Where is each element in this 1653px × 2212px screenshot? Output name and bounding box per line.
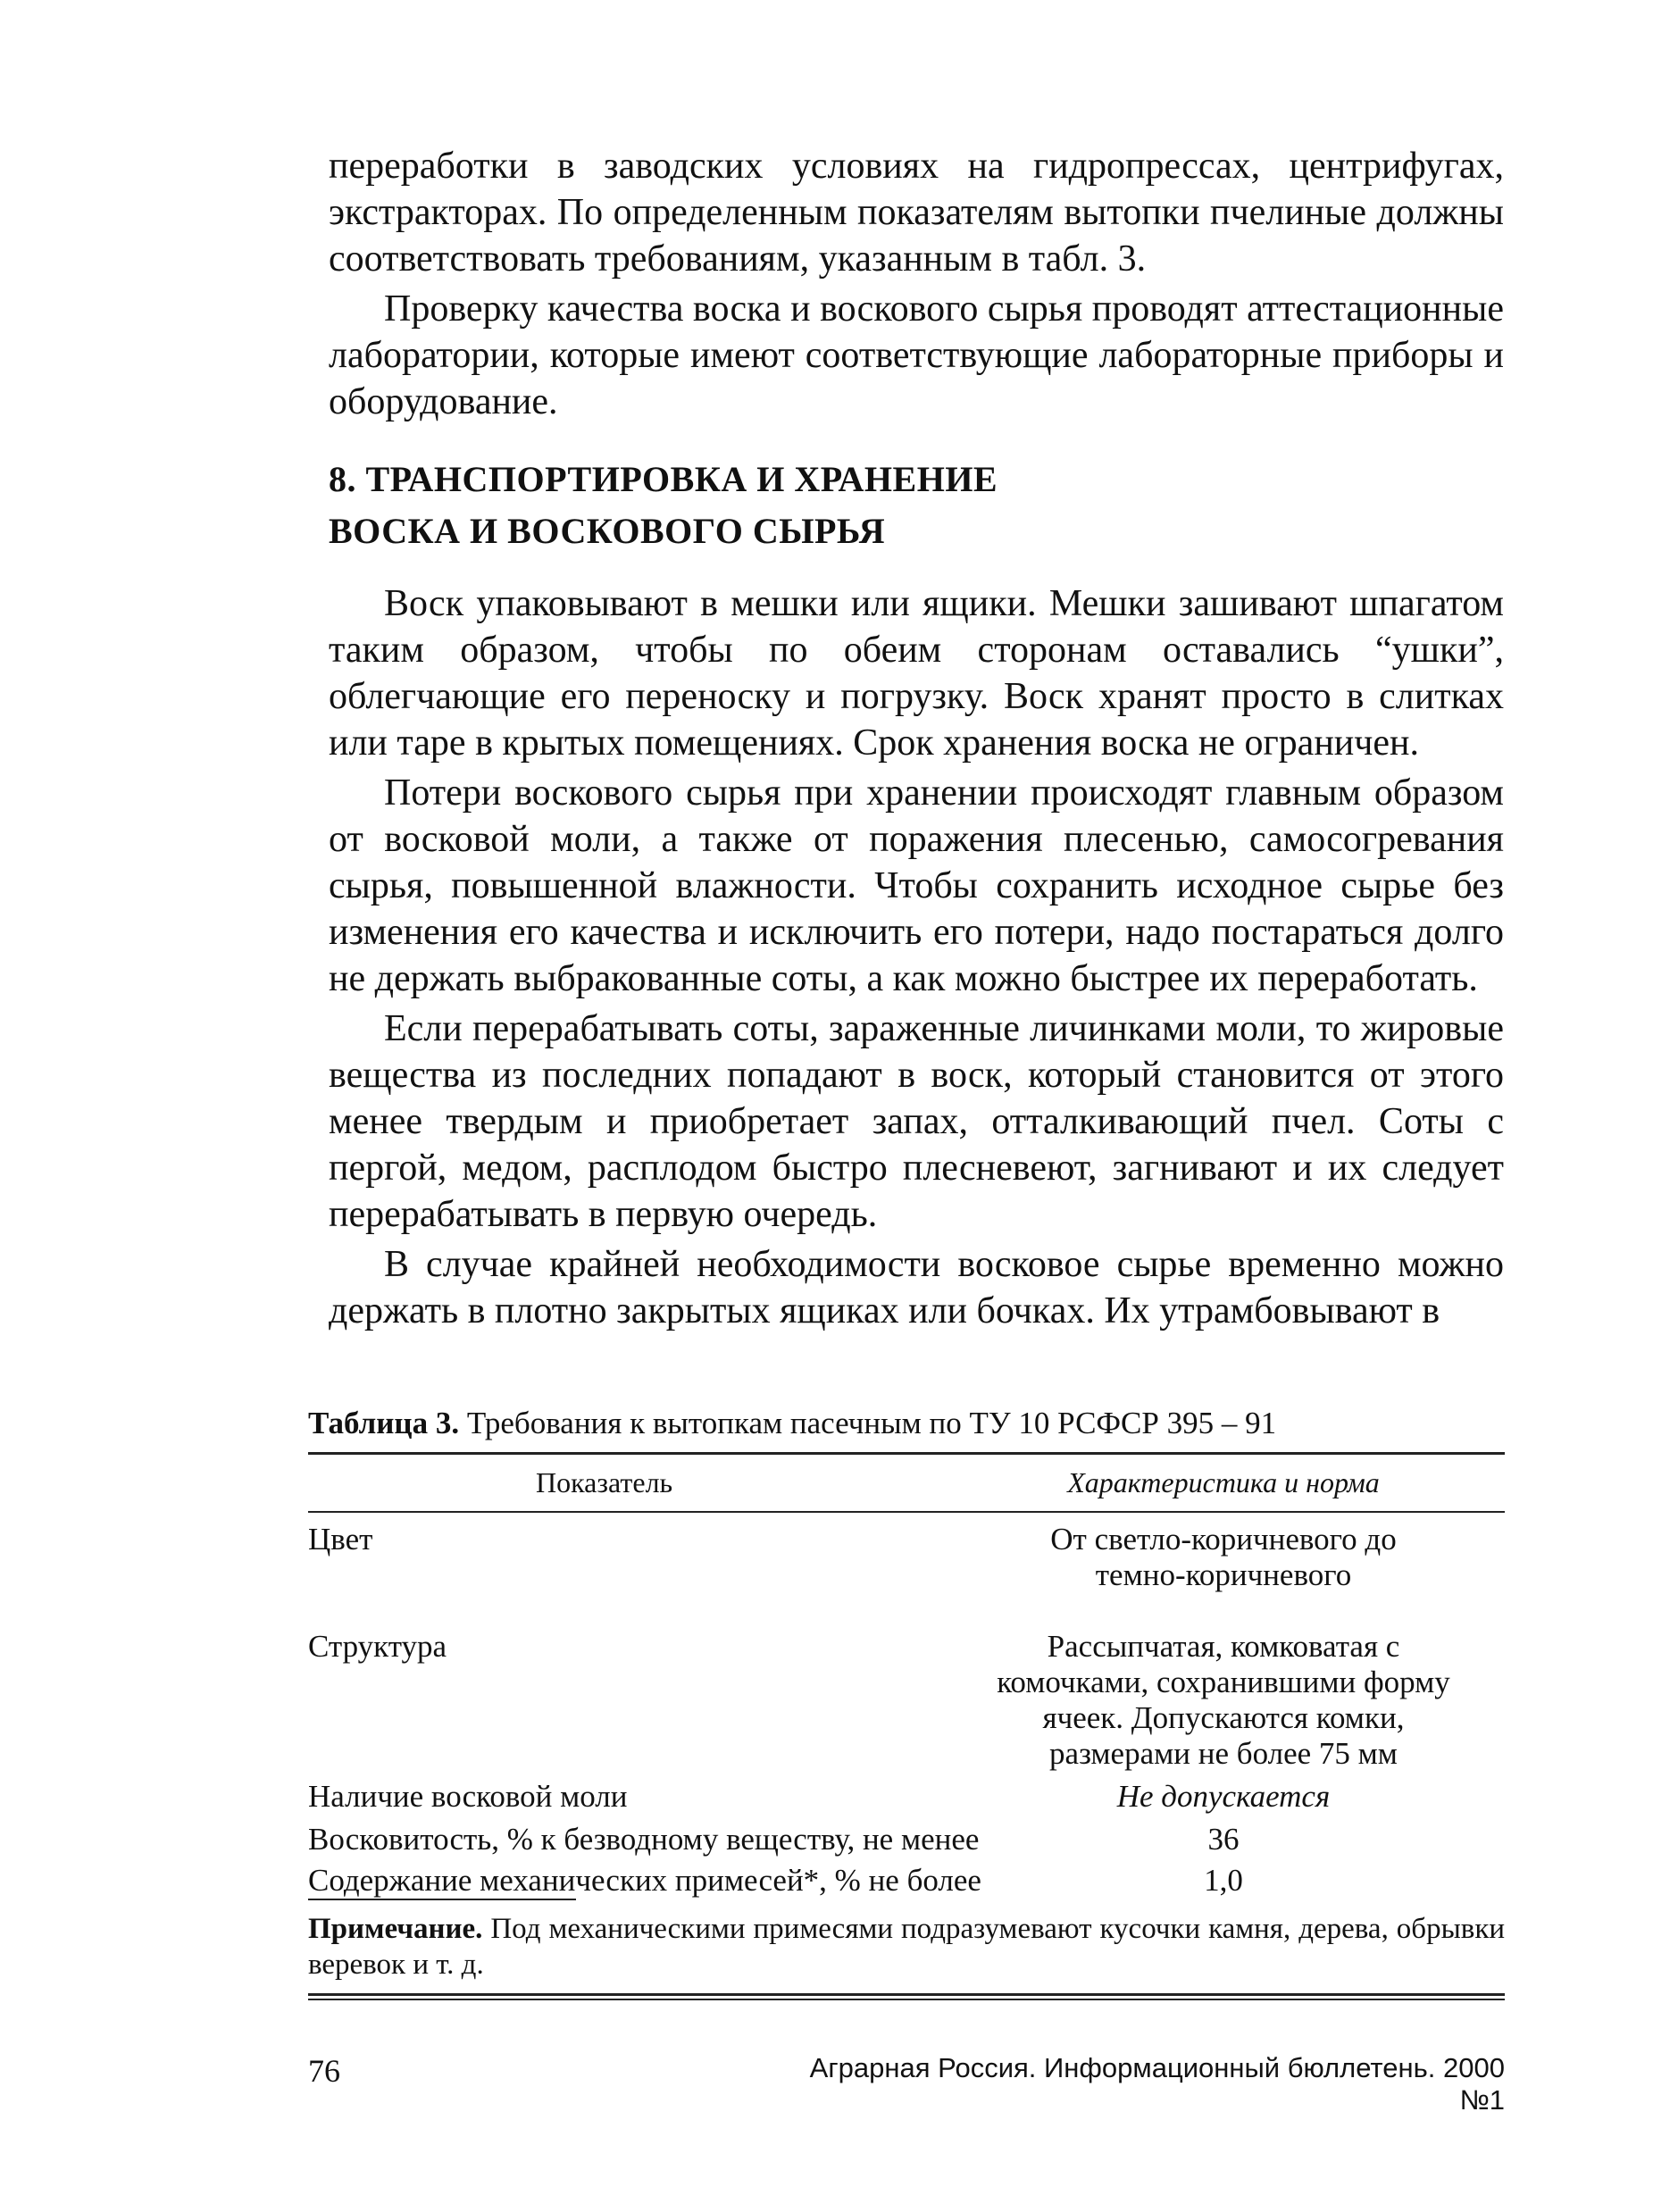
table-header-indicator: Показатель: [536, 1466, 673, 1498]
table-note: [308, 1911, 1505, 1982]
intro-block: [329, 143, 1504, 425]
table-row-label: Структура: [308, 1629, 447, 1664]
table-row-value: 36: [1207, 1822, 1240, 1857]
section-heading-line-1: 8. ТРАНСПОРТИРОВКА И ХРАНЕНИЕ: [329, 459, 998, 499]
table-row-value: От светло-коричневого до темно-коричневого: [1050, 1522, 1397, 1592]
section-body: [329, 580, 1504, 1334]
section-heading: [329, 454, 1504, 557]
section-paragraph: Потери воскового сырья при хранении происходят главным образом от восковой моли, а также от поражения плесенью, самосогревания сырья, повышенной влажности. Чтобы сохранить исходное сырье без изменения его качества и исключить его потери, надо постараться долго не держать выбракованные соты, а как можно быстрее их переработать.: [329, 772, 1504, 999]
table-header-rule: [308, 1511, 1505, 1513]
table-row-label: Наличие восковой моли: [308, 1779, 628, 1814]
section-paragraph: Если перерабатывать соты, зараженные личинками моли, то жировые вещества из последних попадают в воск, который становится от этого менее твердым и приобретает запах, отталкивающий пчел. Соты с пергой, медом, расплодом быстро плесневеют, загнивают и их следует перерабатывать в первую очередь.: [329, 1008, 1504, 1235]
table-caption: [308, 1404, 1505, 1443]
table-caption-label: Таблица 3.: [308, 1406, 460, 1440]
table-row-label: Цвет: [308, 1522, 373, 1557]
quality-paragraph: Проверку качества воска и воскового сырья проводят аттестационные лаборатории, которые имеют соответствующие лабораторные приборы и оборудование.: [329, 288, 1504, 422]
table-row-label: Восковитость, % к безводному веществу, не менее: [308, 1822, 980, 1857]
table-row-value: Рассыпчатая, комковатая с комочками, сохранившими форму ячеек. Допускаются комки, размерами не более 75 мм: [997, 1629, 1450, 1771]
section-paragraph: В случае крайней необходимости восковое сырье временно можно держать в плотно закрытых ящиках или бочках. Их утрамбовывают в: [329, 1244, 1504, 1331]
table-top-rule: [308, 1452, 1505, 1455]
table-row-value: 1,0: [1204, 1863, 1243, 1898]
table-note-label: Примечание.: [308, 1913, 483, 1945]
table-caption-text: Требования к вытопкам пасечным по ТУ 10 РСФСР 395 – 91: [466, 1406, 1277, 1440]
table-bottom-rule: [308, 1993, 1505, 1996]
journal-title: Аграрная Россия. Информационный бюллетень. 2000 №1: [809, 2052, 1505, 2116]
table-note-text: Под механическими примесями подразумевают кусочки камня, дерева, обрывки веревок и т. д.: [308, 1913, 1506, 1981]
section-paragraph: Воск упаковывают в мешки или ящики. Мешки зашивают шпагатом таким образом, чтобы по обеим сторонам оставались “ушки”, облегчающие его переноску и погрузку. Воск хранят просто в слитках или таре в крытых помещениях. Срок хранения воска не ограничен.: [329, 583, 1504, 764]
table-bottom-rule-2: [308, 1999, 1505, 2000]
footnote-separator: [308, 1899, 576, 1900]
page-number: 76: [308, 2053, 340, 2089]
section-heading-line-2: ВОСКА И ВОСКОВОГО СЫРЬЯ: [329, 511, 886, 551]
table-row-label: Содержание механических примесей*, % не более: [308, 1863, 981, 1898]
table-header-characteristic: Характеристика и норма: [1067, 1466, 1380, 1498]
intro-paragraph: переработки в заводских условиях на гидропрессах, центрифугах, экстракторах. По определенным показателям вытопки пчелиные должны соответствовать требованиям, указанным в табл. 3.: [329, 146, 1504, 280]
table-row-value: Не допускается: [1116, 1779, 1331, 1814]
